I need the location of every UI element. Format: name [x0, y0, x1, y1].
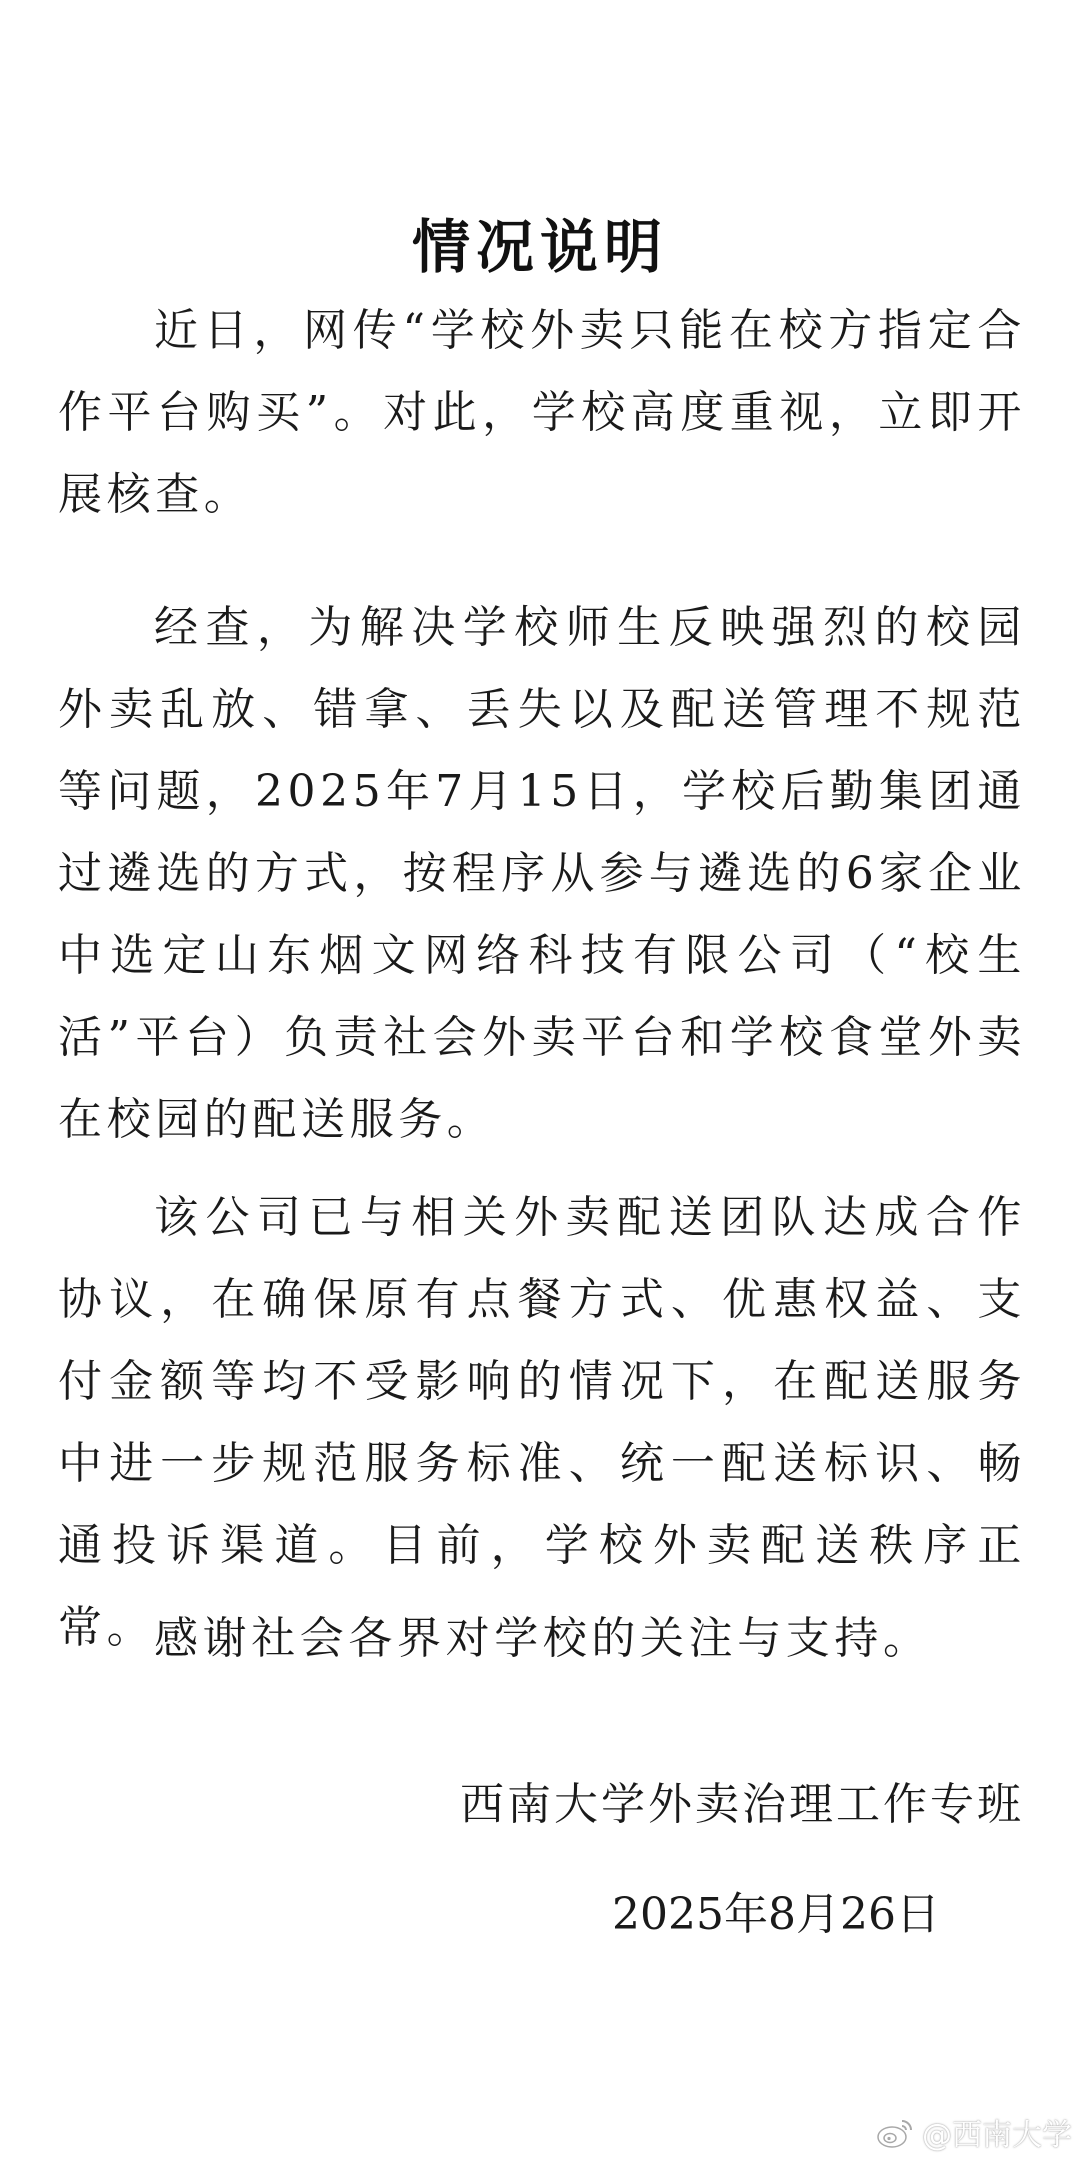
- paragraph-3: 该公司已与相关外卖配送团队达成合作协议，在确保原有点餐方式、优惠权益、支付金额等均不受影响的情况下，在配送服务中进一步规范服务标准、统一配送标识、畅通投诉渠道。目前，学校外卖配送秩序正常。: [58, 1192, 1026, 1653]
- paragraph-1-container: [58, 290, 1026, 536]
- weibo-icon: [876, 2115, 916, 2149]
- paragraph-4: 感谢社会各界对学校的关注与支持。: [154, 1613, 932, 1664]
- watermark-text: @西南大学: [922, 2118, 1072, 2153]
- paragraph-1: 近日，网传“学校外卖只能在校方指定合作平台购买”。对此，学校高度重视，立即开展核查。: [58, 305, 1026, 520]
- document-date: 2025年8月26日: [612, 1889, 940, 1940]
- paragraph-2-container: [58, 587, 1026, 1161]
- paragraph-4-container: [58, 1598, 1026, 1680]
- signature: 西南大学外卖治理工作专班: [460, 1779, 1024, 1830]
- document-title: 情况说明: [411, 213, 668, 281]
- paragraph-3-container: [58, 1177, 1026, 1669]
- weibo-watermark: [876, 2110, 1072, 2154]
- paragraph-2: 经查，为解决学校师生反映强烈的校园外卖乱放、错拿、丢失以及配送管理不规范等问题，2025年7月15日，学校后勤集团通过遴选的方式，按程序从参与遴选的6家企业中选定山东烟文网络科技有限公司（“校生活”平台）负责社会外卖平台和学校食堂外卖在校园的配送服务。: [58, 602, 1026, 1145]
